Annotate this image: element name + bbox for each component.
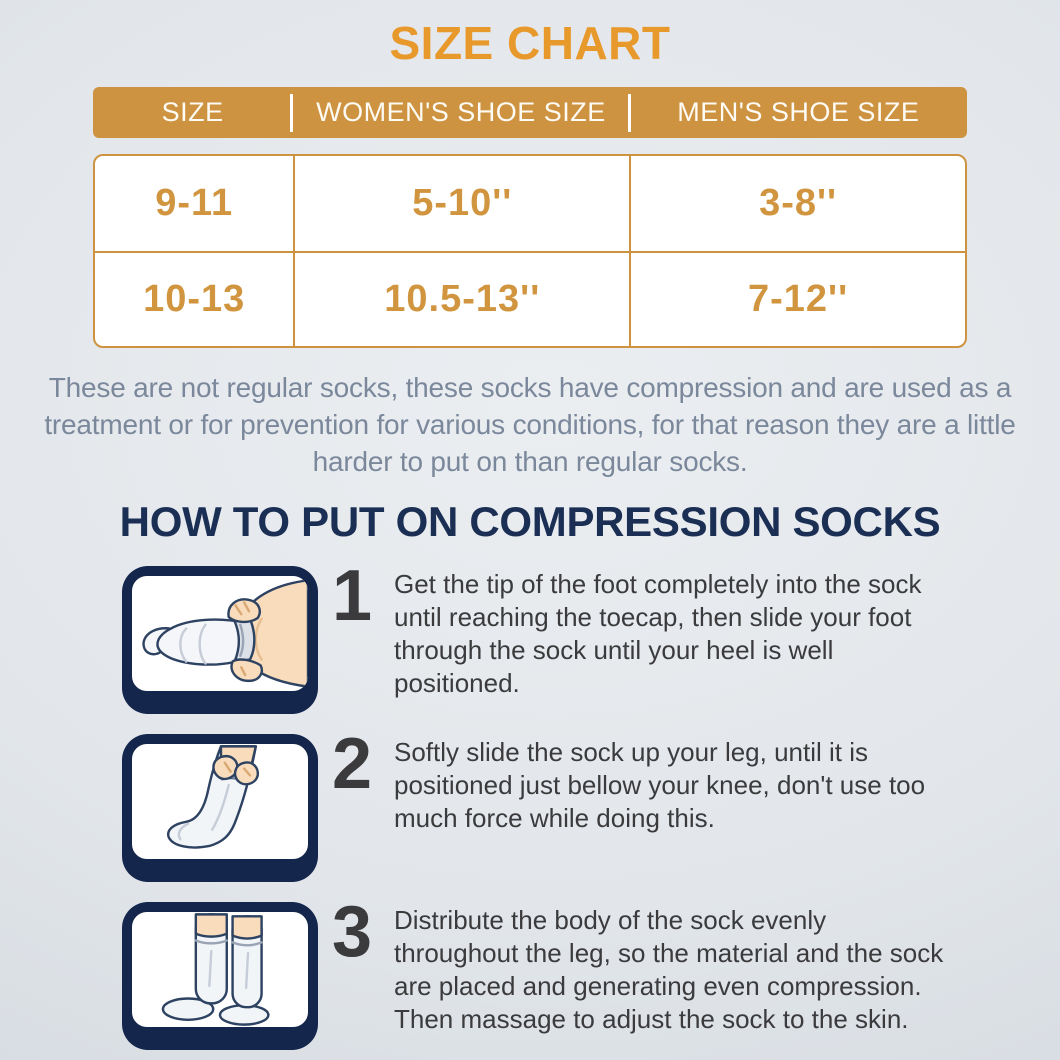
size-chart-title: SIZE CHART — [389, 17, 671, 69]
header-cell-womens-shoe-size: WOMEN'S SHOE SIZE — [292, 87, 629, 138]
step-1-row — [122, 555, 1060, 714]
description-text: These are not regular socks, these socks have compression and are used as a treatment or for prevention for various conditions, for that reason they are a little harder to put on than regular socks. — [44, 372, 1016, 477]
step-1-illustration-frame — [129, 573, 311, 694]
table-cell-size-row2: 10-13 — [95, 251, 293, 346]
step-2-number: 2 — [332, 723, 373, 804]
pull-sock-up-leg-icon — [132, 744, 308, 859]
step-2-illustration-box — [122, 734, 318, 882]
step-2-text: Softly slide the sock up your leg, until it is positioned just bellow your knee, don't use too much force while doing this. — [394, 736, 926, 833]
step-3-illustration-frame — [129, 909, 311, 1030]
step-1-text: Get the tip of the foot completely into the sock until reaching the toecap, then slide your foot through the sock until your heel is well positioned. — [394, 568, 922, 698]
step-3-illustration-box — [122, 902, 318, 1050]
size-table — [93, 154, 967, 348]
step-2-row — [122, 723, 1060, 882]
table-cell-womens-row1: 5-10'' — [293, 156, 629, 251]
step-3-text: Distribute the body of the sock evenly throughout the leg, so the material and the sock are placed and generating even compression. Then massage to adjust the sock to the skin. — [394, 904, 944, 1034]
table-cell-womens-row2: 10.5-13'' — [293, 251, 629, 346]
legs-wearing-compression-socks-icon — [132, 912, 308, 1027]
table-cell-size-row1: 9-11 — [155, 182, 234, 224]
table-cell-mens-row2: 7-12'' — [629, 251, 965, 346]
size-table-header-row — [93, 87, 967, 138]
step-3-row — [122, 891, 1060, 1050]
step-1-illustration-box — [122, 566, 318, 714]
steps-list — [122, 555, 1060, 1050]
how-to-heading: HOW TO PUT ON COMPRESSION SOCKS — [119, 497, 941, 545]
header-cell-size: SIZE — [93, 87, 292, 138]
foot-into-sock-icon — [132, 576, 308, 691]
step-2-illustration-frame — [129, 741, 311, 862]
table-cell-mens-row1: 3-8'' — [629, 156, 965, 251]
step-3-number: 3 — [332, 891, 373, 972]
header-cell-mens-shoe-size: MEN'S SHOE SIZE — [677, 97, 920, 127]
step-1-number: 1 — [332, 555, 373, 636]
